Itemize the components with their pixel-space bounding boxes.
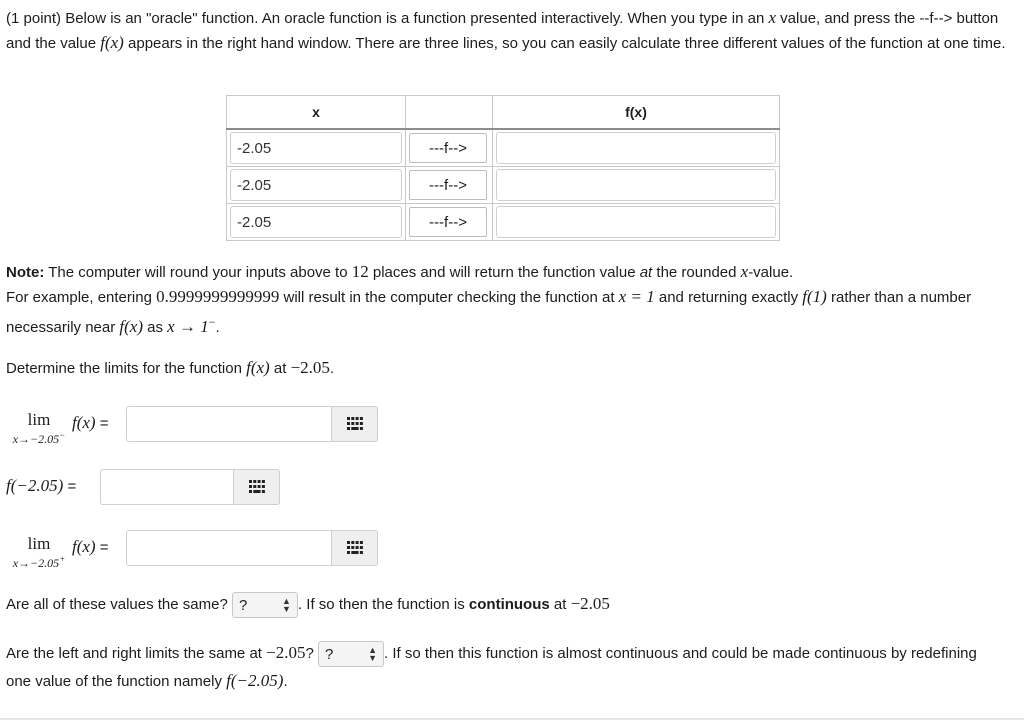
- right-limit-answer[interactable]: [126, 530, 332, 566]
- col-header-spacer: [406, 96, 493, 130]
- evaluate-f-button-1[interactable]: ---f-->: [409, 133, 487, 163]
- right-limit-label: lim x→−2.05+: [12, 534, 66, 570]
- fx-output-1[interactable]: [496, 132, 776, 164]
- oracle-table: [226, 95, 780, 241]
- oracle-row: [227, 204, 780, 241]
- x-input-2[interactable]: [230, 169, 402, 201]
- equation-editor-button-1[interactable]: [332, 406, 378, 442]
- oracle-row: [227, 167, 780, 204]
- left-limit-answer[interactable]: [126, 406, 332, 442]
- right-limit-fx: f(x) =: [72, 537, 109, 556]
- problem-intro: (1 point) Below is an "oracle" function. An oracle function is a function presented interactively. When you type in an x value, and press the --f--> button and the value f(x) appears in the right hand window. There are three lines, so you can easily calculate three different values of the function at one time.: [6, 8, 1006, 52]
- oracle-row: [227, 129, 780, 167]
- same-values-select[interactable]: ? ▲ ▼: [232, 592, 298, 618]
- function-value-label: f(−2.05) =: [6, 476, 77, 495]
- keypad-icon: [347, 541, 363, 555]
- rounding-note: Note: The computer will round your inputs above to 12 places and will return the function value at the rounded x-value. For example, entering 0.9999999999999 will result in the computer checking the function at x = 1 and returning exactly f(1) rather than a number necessarily near f(x) as x → 1−.: [6, 262, 972, 336]
- fx-output-3[interactable]: [496, 206, 776, 238]
- equation-editor-button-2[interactable]: [234, 469, 280, 505]
- limits-same-select[interactable]: ? ▲ ▼: [318, 641, 384, 667]
- limits-same-question: Are the left and right limits the same at −2.05? ? ▲ ▼ . If so then this function is almost continuous and could be made continuous by redefining one value of the function namely f(−2.05).: [6, 643, 977, 691]
- determine-instruction: Determine the limits for the function f(x) at −2.05.: [6, 358, 335, 377]
- x-input-1[interactable]: [230, 132, 402, 164]
- equation-editor-button-3[interactable]: [332, 530, 378, 566]
- select-arrows-icon: ▲ ▼: [368, 645, 377, 664]
- function-value-answer[interactable]: [100, 469, 234, 505]
- evaluate-f-button-2[interactable]: ---f-->: [409, 170, 487, 200]
- same-values-question: Are all of these values the same? ? ▲ ▼ . If so then the function is continuous at −2.05: [6, 592, 610, 618]
- col-header-x: x: [227, 96, 406, 130]
- x-input-3[interactable]: [230, 206, 402, 238]
- select-arrows-icon: ▲ ▼: [282, 596, 291, 614]
- evaluate-f-button-3[interactable]: ---f-->: [409, 207, 487, 237]
- keypad-icon: [249, 480, 265, 494]
- fx-output-2[interactable]: [496, 169, 776, 201]
- left-limit-fx: f(x) =: [72, 413, 109, 432]
- keypad-icon: [347, 417, 363, 431]
- left-limit-label: lim x→−2.05−: [12, 410, 66, 446]
- col-header-fx: f(x): [493, 96, 780, 130]
